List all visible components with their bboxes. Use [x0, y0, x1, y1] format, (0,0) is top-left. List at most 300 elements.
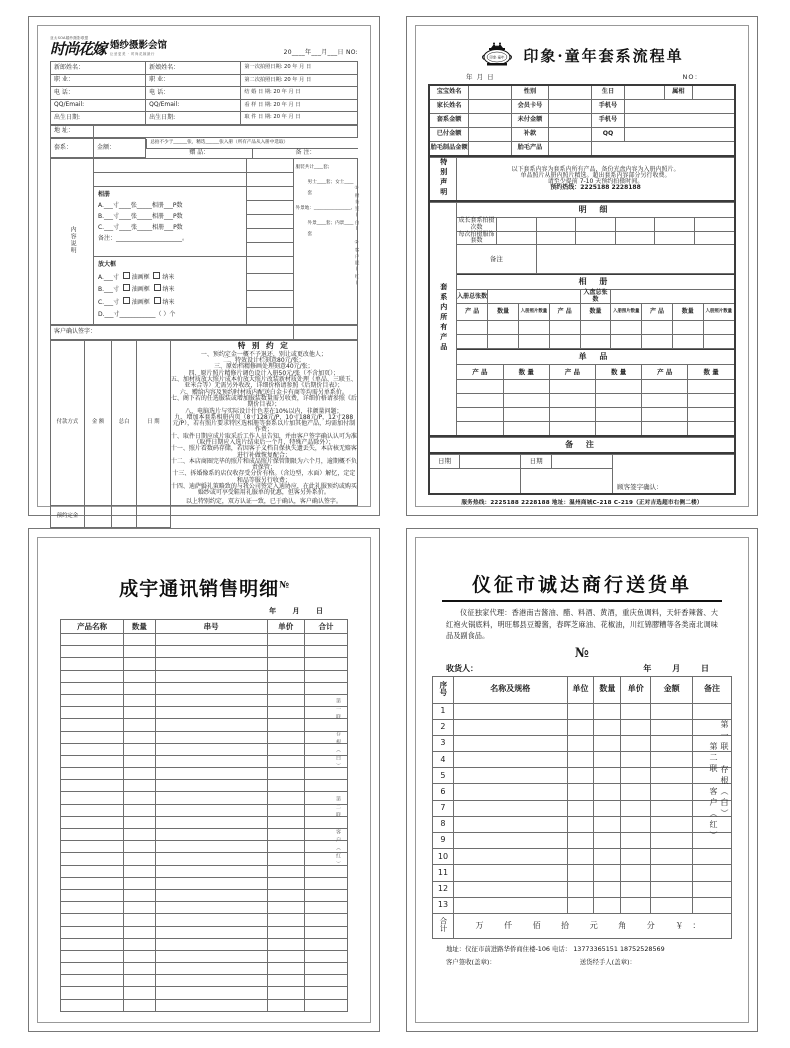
- data-cell[interactable]: [567, 816, 594, 832]
- data-cell[interactable]: [61, 975, 124, 987]
- gift-cell-6[interactable]: [247, 229, 293, 243]
- data-cell[interactable]: [267, 694, 304, 706]
- enlarge-row[interactable]: C.___寸 油画框 纳米: [97, 298, 175, 306]
- data-cell[interactable]: [155, 877, 267, 889]
- data-cell[interactable]: [304, 634, 347, 646]
- data-cell[interactable]: [124, 658, 156, 670]
- detail-cell[interactable]: [536, 231, 576, 245]
- frame-row[interactable]: B.___寸____张_____相册___P数: [97, 213, 183, 221]
- data-cell[interactable]: [124, 804, 156, 816]
- data-cell[interactable]: [61, 926, 124, 938]
- gift-cell-9[interactable]: [247, 273, 293, 290]
- data-cell[interactable]: [155, 950, 267, 962]
- data-cell[interactable]: [61, 816, 124, 828]
- data-cell[interactable]: [155, 719, 267, 731]
- data-cell[interactable]: [594, 833, 621, 849]
- detail-cell[interactable]: [615, 231, 655, 245]
- data-cell[interactable]: [155, 841, 267, 853]
- album-cell[interactable]: [457, 335, 488, 349]
- info-value[interactable]: [469, 85, 512, 100]
- data-cell[interactable]: [304, 938, 347, 950]
- data-cell[interactable]: [651, 881, 693, 897]
- data-cell[interactable]: [267, 853, 304, 865]
- data-cell[interactable]: [124, 963, 156, 975]
- data-cell[interactable]: [61, 731, 124, 743]
- data-cell[interactable]: [651, 865, 693, 881]
- info-cell-2[interactable]: QQ/Email:: [146, 99, 241, 112]
- single-cell[interactable]: [642, 408, 688, 422]
- info-value[interactable]: [469, 114, 512, 128]
- gift-cell-11[interactable]: [247, 307, 293, 324]
- album-cell[interactable]: [672, 335, 703, 349]
- data-cell[interactable]: [594, 784, 621, 800]
- enlarge-row[interactable]: B.___寸 油画框 纳米: [97, 286, 175, 294]
- data-cell[interactable]: [267, 950, 304, 962]
- data-cell[interactable]: [267, 719, 304, 731]
- customer-sign-label[interactable]: 客户签收(盖章)：: [446, 957, 496, 966]
- data-cell[interactable]: [155, 780, 267, 792]
- data-cell[interactable]: [621, 800, 651, 816]
- data-cell[interactable]: [453, 865, 567, 881]
- album-cell[interactable]: [672, 321, 703, 335]
- date-note-1[interactable]: [429, 469, 521, 495]
- info-value[interactable]: [548, 142, 591, 157]
- data-cell[interactable]: [651, 800, 693, 816]
- info-cell-3[interactable]: 取 件 日 期: 20 年 月 日: [241, 112, 358, 125]
- data-cell[interactable]: [61, 950, 124, 962]
- data-cell[interactable]: [124, 743, 156, 755]
- data-cell[interactable]: [124, 841, 156, 853]
- single-cell[interactable]: [688, 394, 734, 408]
- data-cell[interactable]: [453, 849, 567, 865]
- data-cell[interactable]: [155, 914, 267, 926]
- data-cell[interactable]: [267, 914, 304, 926]
- data-cell[interactable]: [155, 755, 267, 767]
- data-cell[interactable]: [567, 849, 594, 865]
- data-cell[interactable]: [124, 975, 156, 987]
- data-cell[interactable]: [155, 902, 267, 914]
- album-cell[interactable]: [642, 335, 673, 349]
- data-cell[interactable]: [267, 938, 304, 950]
- data-cell[interactable]: [453, 833, 567, 849]
- detail-remark-value[interactable]: [536, 245, 734, 274]
- data-cell[interactable]: [567, 897, 594, 913]
- data-cell[interactable]: [124, 780, 156, 792]
- data-cell[interactable]: [594, 849, 621, 865]
- info-cell-2[interactable]: 新娘姓名：: [146, 62, 241, 75]
- customer-signature-label[interactable]: 客户确认签字：: [51, 325, 294, 339]
- data-cell[interactable]: [124, 768, 156, 780]
- data-cell[interactable]: [567, 881, 594, 897]
- album-cell[interactable]: [580, 335, 611, 349]
- data-cell[interactable]: [567, 865, 594, 881]
- single-cell[interactable]: [457, 408, 503, 422]
- data-cell[interactable]: [124, 950, 156, 962]
- data-cell[interactable]: [155, 670, 267, 682]
- data-cell[interactable]: [594, 719, 621, 735]
- data-cell[interactable]: [453, 784, 567, 800]
- data-cell[interactable]: [155, 963, 267, 975]
- data-cell[interactable]: [621, 816, 651, 832]
- data-cell[interactable]: [124, 634, 156, 646]
- pay-cell[interactable]: [136, 505, 170, 527]
- data-cell[interactable]: [621, 719, 651, 735]
- data-cell[interactable]: [155, 682, 267, 694]
- data-cell[interactable]: [155, 634, 267, 646]
- data-cell[interactable]: [155, 646, 267, 658]
- content-free-1[interactable]: [93, 159, 247, 173]
- single-cell[interactable]: [457, 380, 503, 394]
- data-cell[interactable]: [124, 731, 156, 743]
- single-cell[interactable]: [596, 380, 642, 394]
- single-cell[interactable]: [596, 422, 642, 436]
- data-cell[interactable]: [304, 999, 347, 1011]
- single-cell[interactable]: [457, 394, 503, 408]
- data-cell[interactable]: [155, 658, 267, 670]
- single-cell[interactable]: [457, 422, 503, 436]
- data-cell[interactable]: [651, 816, 693, 832]
- album-cell[interactable]: [703, 321, 734, 335]
- data-cell[interactable]: [594, 865, 621, 881]
- data-cell[interactable]: [267, 768, 304, 780]
- checkbox[interactable]: [123, 272, 130, 279]
- data-cell[interactable]: [567, 719, 594, 735]
- data-cell[interactable]: [155, 853, 267, 865]
- data-cell[interactable]: [61, 804, 124, 816]
- data-cell[interactable]: [155, 768, 267, 780]
- info-value[interactable]: [548, 100, 591, 114]
- single-cell[interactable]: [503, 380, 549, 394]
- single-cell[interactable]: [688, 408, 734, 422]
- data-cell[interactable]: [594, 881, 621, 897]
- data-cell[interactable]: [267, 889, 304, 901]
- data-cell[interactable]: [155, 707, 267, 719]
- info-cell-1[interactable]: QQ/Email:: [51, 99, 146, 112]
- data-cell[interactable]: [267, 865, 304, 877]
- single-cell[interactable]: [503, 394, 549, 408]
- single-cell[interactable]: [549, 380, 595, 394]
- single-cell[interactable]: [642, 394, 688, 408]
- gift-cell-10[interactable]: [247, 290, 293, 307]
- data-cell[interactable]: [651, 897, 693, 913]
- data-cell[interactable]: [155, 743, 267, 755]
- data-cell[interactable]: [124, 877, 156, 889]
- data-cell[interactable]: [124, 902, 156, 914]
- detail-cell[interactable]: [497, 231, 537, 245]
- data-cell[interactable]: [155, 975, 267, 987]
- data-cell[interactable]: [453, 719, 567, 735]
- data-cell[interactable]: [267, 902, 304, 914]
- data-cell[interactable]: [61, 829, 124, 841]
- data-cell[interactable]: [594, 816, 621, 832]
- data-cell[interactable]: [621, 768, 651, 784]
- data-cell[interactable]: [124, 999, 156, 1011]
- data-cell[interactable]: [61, 914, 124, 926]
- detail-cell[interactable]: [576, 231, 616, 245]
- data-cell[interactable]: [594, 735, 621, 751]
- album-total-value[interactable]: [611, 290, 734, 304]
- data-cell[interactable]: [61, 963, 124, 975]
- data-cell[interactable]: [453, 816, 567, 832]
- deliverer-sign-label[interactable]: 送货经手人(盖章)：: [579, 957, 636, 966]
- single-cell[interactable]: [549, 408, 595, 422]
- detail-cell[interactable]: [655, 231, 695, 245]
- info-value[interactable]: [625, 85, 665, 100]
- album-cell[interactable]: [580, 321, 611, 335]
- data-cell[interactable]: [124, 865, 156, 877]
- data-cell[interactable]: [155, 804, 267, 816]
- gift-cell-7[interactable]: [247, 243, 293, 257]
- data-cell[interactable]: [155, 889, 267, 901]
- date-cell-value-1[interactable]: [460, 455, 521, 469]
- album-cell[interactable]: [457, 321, 488, 335]
- data-cell[interactable]: [155, 987, 267, 999]
- data-cell[interactable]: [124, 670, 156, 682]
- info-value[interactable]: [469, 128, 512, 142]
- data-cell[interactable]: [267, 926, 304, 938]
- data-cell[interactable]: [267, 646, 304, 658]
- data-cell[interactable]: [124, 707, 156, 719]
- data-cell[interactable]: [124, 755, 156, 767]
- data-cell[interactable]: [621, 735, 651, 751]
- data-cell[interactable]: [124, 694, 156, 706]
- data-cell[interactable]: [124, 646, 156, 658]
- album-cell[interactable]: [549, 335, 580, 349]
- data-cell[interactable]: [61, 707, 124, 719]
- data-cell[interactable]: [304, 975, 347, 987]
- gift-cell-2[interactable]: [247, 173, 293, 187]
- data-cell[interactable]: [621, 833, 651, 849]
- checkbox[interactable]: [154, 284, 161, 291]
- data-cell[interactable]: [155, 816, 267, 828]
- data-cell[interactable]: [693, 703, 732, 719]
- data-cell[interactable]: [304, 658, 347, 670]
- info-cell-2[interactable]: 电 话：: [146, 87, 241, 100]
- album-cell[interactable]: [549, 321, 580, 335]
- data-cell[interactable]: [453, 800, 567, 816]
- detail-cell[interactable]: [655, 218, 695, 232]
- data-cell[interactable]: [155, 731, 267, 743]
- data-cell[interactable]: [651, 833, 693, 849]
- data-cell[interactable]: [61, 658, 124, 670]
- data-cell[interactable]: [124, 816, 156, 828]
- data-cell[interactable]: [267, 999, 304, 1011]
- pay-cell[interactable]: [112, 505, 137, 527]
- single-cell[interactable]: [642, 380, 688, 394]
- data-cell[interactable]: [155, 694, 267, 706]
- single-cell[interactable]: [503, 422, 549, 436]
- album-cell[interactable]: [703, 335, 734, 349]
- data-cell[interactable]: [267, 755, 304, 767]
- enlarge-row-last[interactable]: D.___寸____________（ ）个: [97, 311, 176, 319]
- data-cell[interactable]: [304, 646, 347, 658]
- data-cell[interactable]: [567, 800, 594, 816]
- data-cell[interactable]: [651, 719, 693, 735]
- data-cell[interactable]: [61, 865, 124, 877]
- album-cell[interactable]: [519, 321, 550, 335]
- checkbox[interactable]: [154, 297, 161, 304]
- data-cell[interactable]: [453, 703, 567, 719]
- info-value[interactable]: [625, 128, 735, 142]
- info-cell-1[interactable]: 出生日期:: [51, 112, 146, 125]
- data-cell[interactable]: [594, 897, 621, 913]
- gift-cell-4[interactable]: [247, 201, 293, 215]
- detail-cell[interactable]: [497, 218, 537, 232]
- data-cell[interactable]: [61, 743, 124, 755]
- data-cell[interactable]: [267, 987, 304, 999]
- single-cell[interactable]: [596, 408, 642, 422]
- info-value[interactable]: [625, 114, 735, 128]
- data-cell[interactable]: [61, 792, 124, 804]
- detail-cell[interactable]: [615, 218, 655, 232]
- data-cell[interactable]: [621, 703, 651, 719]
- detail-cell[interactable]: [576, 218, 616, 232]
- data-cell[interactable]: [651, 703, 693, 719]
- data-cell[interactable]: [124, 853, 156, 865]
- data-cell[interactable]: [61, 780, 124, 792]
- content-free-2[interactable]: [93, 173, 247, 187]
- gift-cell-3[interactable]: [247, 187, 293, 201]
- checkbox[interactable]: [153, 272, 160, 279]
- data-cell[interactable]: [304, 670, 347, 682]
- single-cell[interactable]: [688, 380, 734, 394]
- single-cell[interactable]: [642, 422, 688, 436]
- data-cell[interactable]: [621, 784, 651, 800]
- data-cell[interactable]: [124, 926, 156, 938]
- info-value[interactable]: [548, 114, 591, 128]
- single-cell[interactable]: [596, 394, 642, 408]
- data-cell[interactable]: [61, 682, 124, 694]
- data-cell[interactable]: [124, 987, 156, 999]
- address-value[interactable]: [93, 125, 357, 138]
- data-cell[interactable]: [61, 670, 124, 682]
- data-cell[interactable]: [124, 938, 156, 950]
- data-cell[interactable]: [155, 926, 267, 938]
- data-cell[interactable]: [267, 841, 304, 853]
- data-cell[interactable]: [621, 865, 651, 881]
- data-cell[interactable]: [61, 889, 124, 901]
- data-cell[interactable]: [651, 768, 693, 784]
- data-cell[interactable]: [267, 707, 304, 719]
- data-cell[interactable]: [567, 784, 594, 800]
- data-cell[interactable]: [304, 963, 347, 975]
- album-cell[interactable]: [488, 335, 519, 349]
- album-cell[interactable]: [488, 321, 519, 335]
- data-cell[interactable]: [453, 735, 567, 751]
- data-cell[interactable]: [155, 938, 267, 950]
- date-note-2[interactable]: [521, 469, 613, 495]
- info-value[interactable]: [469, 142, 512, 157]
- data-cell[interactable]: [594, 800, 621, 816]
- detail-cell[interactable]: [694, 231, 734, 245]
- data-cell[interactable]: [267, 804, 304, 816]
- gift-cell-8[interactable]: [247, 257, 293, 274]
- data-cell[interactable]: [155, 865, 267, 877]
- data-cell[interactable]: [594, 752, 621, 768]
- data-cell[interactable]: [567, 752, 594, 768]
- data-cell[interactable]: [61, 719, 124, 731]
- data-cell[interactable]: [155, 792, 267, 804]
- data-cell[interactable]: [267, 658, 304, 670]
- data-cell[interactable]: [267, 829, 304, 841]
- album-cell[interactable]: [611, 335, 642, 349]
- data-cell[interactable]: [155, 829, 267, 841]
- gift-cell-1[interactable]: [247, 159, 293, 173]
- album-total-value[interactable]: [488, 290, 580, 304]
- info-cell-3[interactable]: 第二次拍照日期: 20 年 月 日: [241, 74, 358, 87]
- data-cell[interactable]: [304, 950, 347, 962]
- data-cell[interactable]: [304, 682, 347, 694]
- data-cell[interactable]: [651, 784, 693, 800]
- data-cell[interactable]: [61, 999, 124, 1011]
- data-cell[interactable]: [267, 877, 304, 889]
- album-cell[interactable]: [519, 335, 550, 349]
- data-cell[interactable]: [621, 897, 651, 913]
- checkbox[interactable]: [123, 284, 130, 291]
- data-cell[interactable]: [304, 987, 347, 999]
- data-cell[interactable]: [267, 963, 304, 975]
- data-cell[interactable]: [61, 755, 124, 767]
- data-cell[interactable]: [567, 703, 594, 719]
- data-cell[interactable]: [61, 987, 124, 999]
- data-cell[interactable]: [124, 889, 156, 901]
- info-cell-1[interactable]: 电 话：: [51, 87, 146, 100]
- data-cell[interactable]: [267, 792, 304, 804]
- info-value[interactable]: [591, 142, 735, 157]
- data-cell[interactable]: [621, 881, 651, 897]
- data-cell[interactable]: [651, 752, 693, 768]
- detail-cell[interactable]: [536, 218, 576, 232]
- data-cell[interactable]: [61, 877, 124, 889]
- data-cell[interactable]: [124, 682, 156, 694]
- data-cell[interactable]: [124, 914, 156, 926]
- info-cell-3[interactable]: 结 婚 日 期: 20 年 月 日: [241, 87, 358, 100]
- data-cell[interactable]: [124, 719, 156, 731]
- data-cell[interactable]: [61, 938, 124, 950]
- data-cell[interactable]: [567, 768, 594, 784]
- enlarge-row[interactable]: A.___寸 油画框 纳米: [97, 273, 175, 281]
- info-cell-1[interactable]: 职 业：: [51, 74, 146, 87]
- data-cell[interactable]: [594, 703, 621, 719]
- customer-signature-blank[interactable]: [293, 325, 357, 339]
- data-cell[interactable]: [124, 829, 156, 841]
- date-cell-value-2[interactable]: [551, 455, 612, 469]
- data-cell[interactable]: [453, 752, 567, 768]
- single-cell[interactable]: [549, 422, 595, 436]
- data-cell[interactable]: [267, 731, 304, 743]
- data-cell[interactable]: [567, 833, 594, 849]
- data-cell[interactable]: [453, 897, 567, 913]
- detail-cell[interactable]: [694, 218, 734, 232]
- data-cell[interactable]: [267, 975, 304, 987]
- info-value[interactable]: [548, 128, 591, 142]
- info-value[interactable]: [625, 100, 735, 114]
- info-cell-2[interactable]: 出生日期:: [146, 112, 241, 125]
- data-cell[interactable]: [651, 735, 693, 751]
- single-cell[interactable]: [503, 408, 549, 422]
- receiver-label[interactable]: 收货人：: [446, 663, 478, 673]
- album-cell[interactable]: [642, 321, 673, 335]
- info-value[interactable]: [548, 85, 591, 100]
- data-cell[interactable]: [621, 849, 651, 865]
- data-cell[interactable]: [267, 634, 304, 646]
- data-cell[interactable]: [567, 735, 594, 751]
- data-cell[interactable]: [267, 682, 304, 694]
- info-cell-3[interactable]: 看 样 日 期: 20 年 月 日: [241, 99, 358, 112]
- data-cell[interactable]: [155, 999, 267, 1011]
- data-cell[interactable]: [453, 768, 567, 784]
- data-cell[interactable]: [267, 670, 304, 682]
